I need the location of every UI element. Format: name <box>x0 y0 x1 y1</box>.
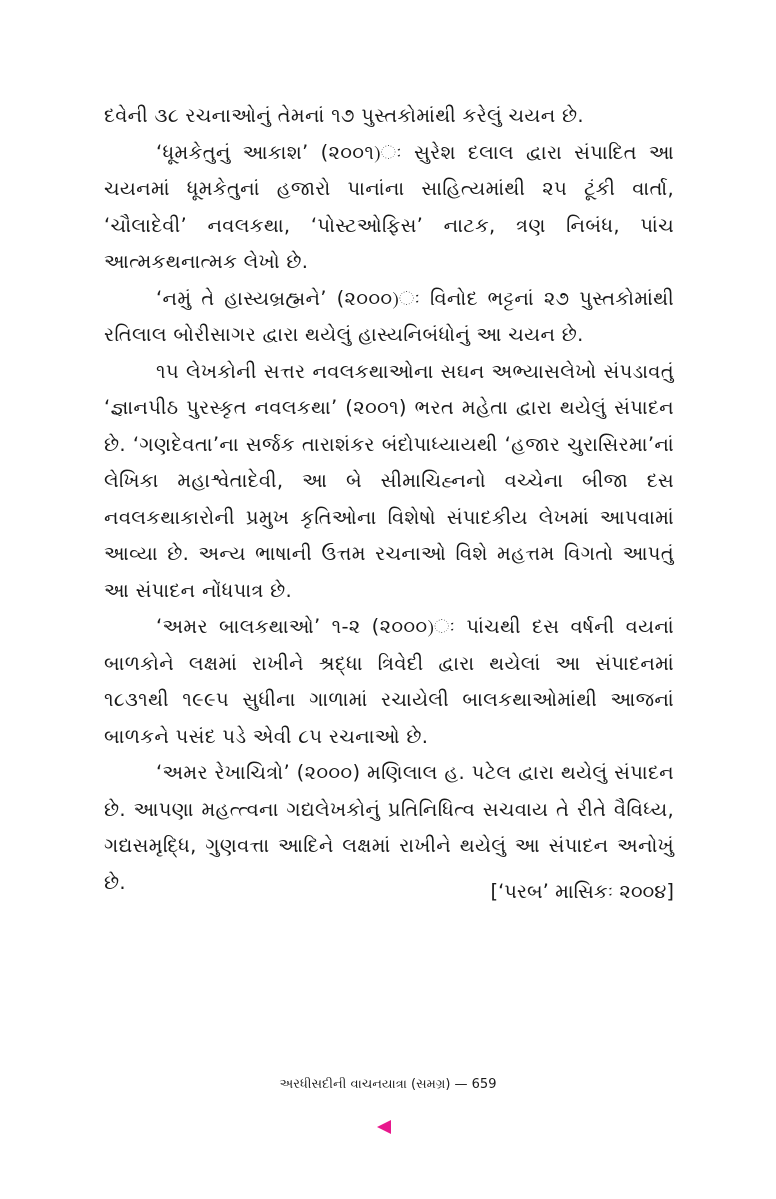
source-note: [‘પરબ’ માસિકઃ ૨૦૦૪] <box>490 880 674 903</box>
paragraph-dhumketu-akash: ‘ધૂમકેતુનું આકાશ’ (૨૦૦૧)ઃ સુરેશ દલાલ દ્વારા સંપાદિત આ ચયનમાં ધૂમકેતુનાં હજારો પાનાંના સાહિત્યમાંથી ૨૫ ટૂંકી વાર્તા, ‘ચૌલાદેવી’ નવલકથા, ‘પોસ્ટઓફિસ’ નાટક, ત્રણ નિબંધ, પાંચ આત્મકથનાત્મક લેખો છે. <box>104 140 674 273</box>
paragraph-amar-balkathao: ‘અમર બાલકથાઓ’ ૧-૨ (૨૦૦૦)ઃ પાંચથી દસ વર્ષની વયનાં બાળકોને લક્ષમાં રાખીને શ્રદ્ધા ત્રિવેદી દ્વારા થયેલાં આ સંપાદનમાં ૧૮૩૧થી ૧૯૯૫ સુધીના ગાળામાં રચાયેલી બાલકથાઓમાંથી આજનાં બાળકને પસંદ પડે એવી ૮૫ રચનાઓ છે. <box>104 615 674 748</box>
paragraph-amar-rekhachitro: ‘અમર રેખાચિત્રો’ (૨૦૦૦) મણિલાલ હ. પટેલ દ્વારા થયેલું સંપાદન છે. આપણા મહત્ત્વના ગદ્યલેખકોનું પ્રતિનિધિત્વ સચવાય તે રીતે વૈવિધ્ય, ગદ્યસમૃદ્ધિ, ગુણવત્તા આદિને લક્ષમાં રાખીને થયેલું આ સંપાદન અનોખું છે. <box>104 761 674 894</box>
paragraph-continuation: દવેની ૩૮ રચનાઓનું તેમનાં ૧૭ પુસ્તકોમાંથી કરેલું ચયન છે. <box>104 104 584 127</box>
paragraph-hasyabrahm: ‘નમું તે હાસ્યબ્રહ્મને’ (૨૦૦૦)ઃ વિનોદ ભટ્ટનાં ૨૭ પુસ્તકોમાંથી રતિલાલ બોરીસાગર દ્વારા થયેલું હાસ્યનિબંધોનું આ ચયન છે. <box>104 286 674 346</box>
page-footer: અરધીસદીની વાચનયાત્રા (સમગ્ર) — 659 <box>279 1077 497 1092</box>
paragraph-gnanpith-navalkatha: ૧૫ લેખકોની સત્તર નવલકથાઓના સઘન અભ્યાસલેખો સંપડાવતું ‘જ્ઞાનપીઠ પુરસ્કૃત નવલકથા’ (૨૦૦૧) ભરત મહેતા દ્વારા થયેલું સંપાદન છે. ‘ગણદેવતા’ના સર્જક તારાશંકર બંદોપાધ્યાયથી ‘હજાર ચુરાસિરમા’નાં લેખિકા મહાશ્વેતાદેવી, આ બે સીમાચિહ્નનો વચ્ચેના બીજા દસ નવલકથાકારોની પ્રમુખ કૃતિઓના વિશેષો સંપાદકીય લેખમાં આપવામાં આવ્યા છે. અન્ય ભાષાની ઉત્તમ રચનાઓ વિશે મહત્તમ વિગતો આપતું આ સંપાદન નોંધપાત્ર છે. <box>104 359 674 602</box>
page-body <box>104 98 674 901</box>
previous-page-arrow-icon[interactable] <box>377 1120 391 1134</box>
